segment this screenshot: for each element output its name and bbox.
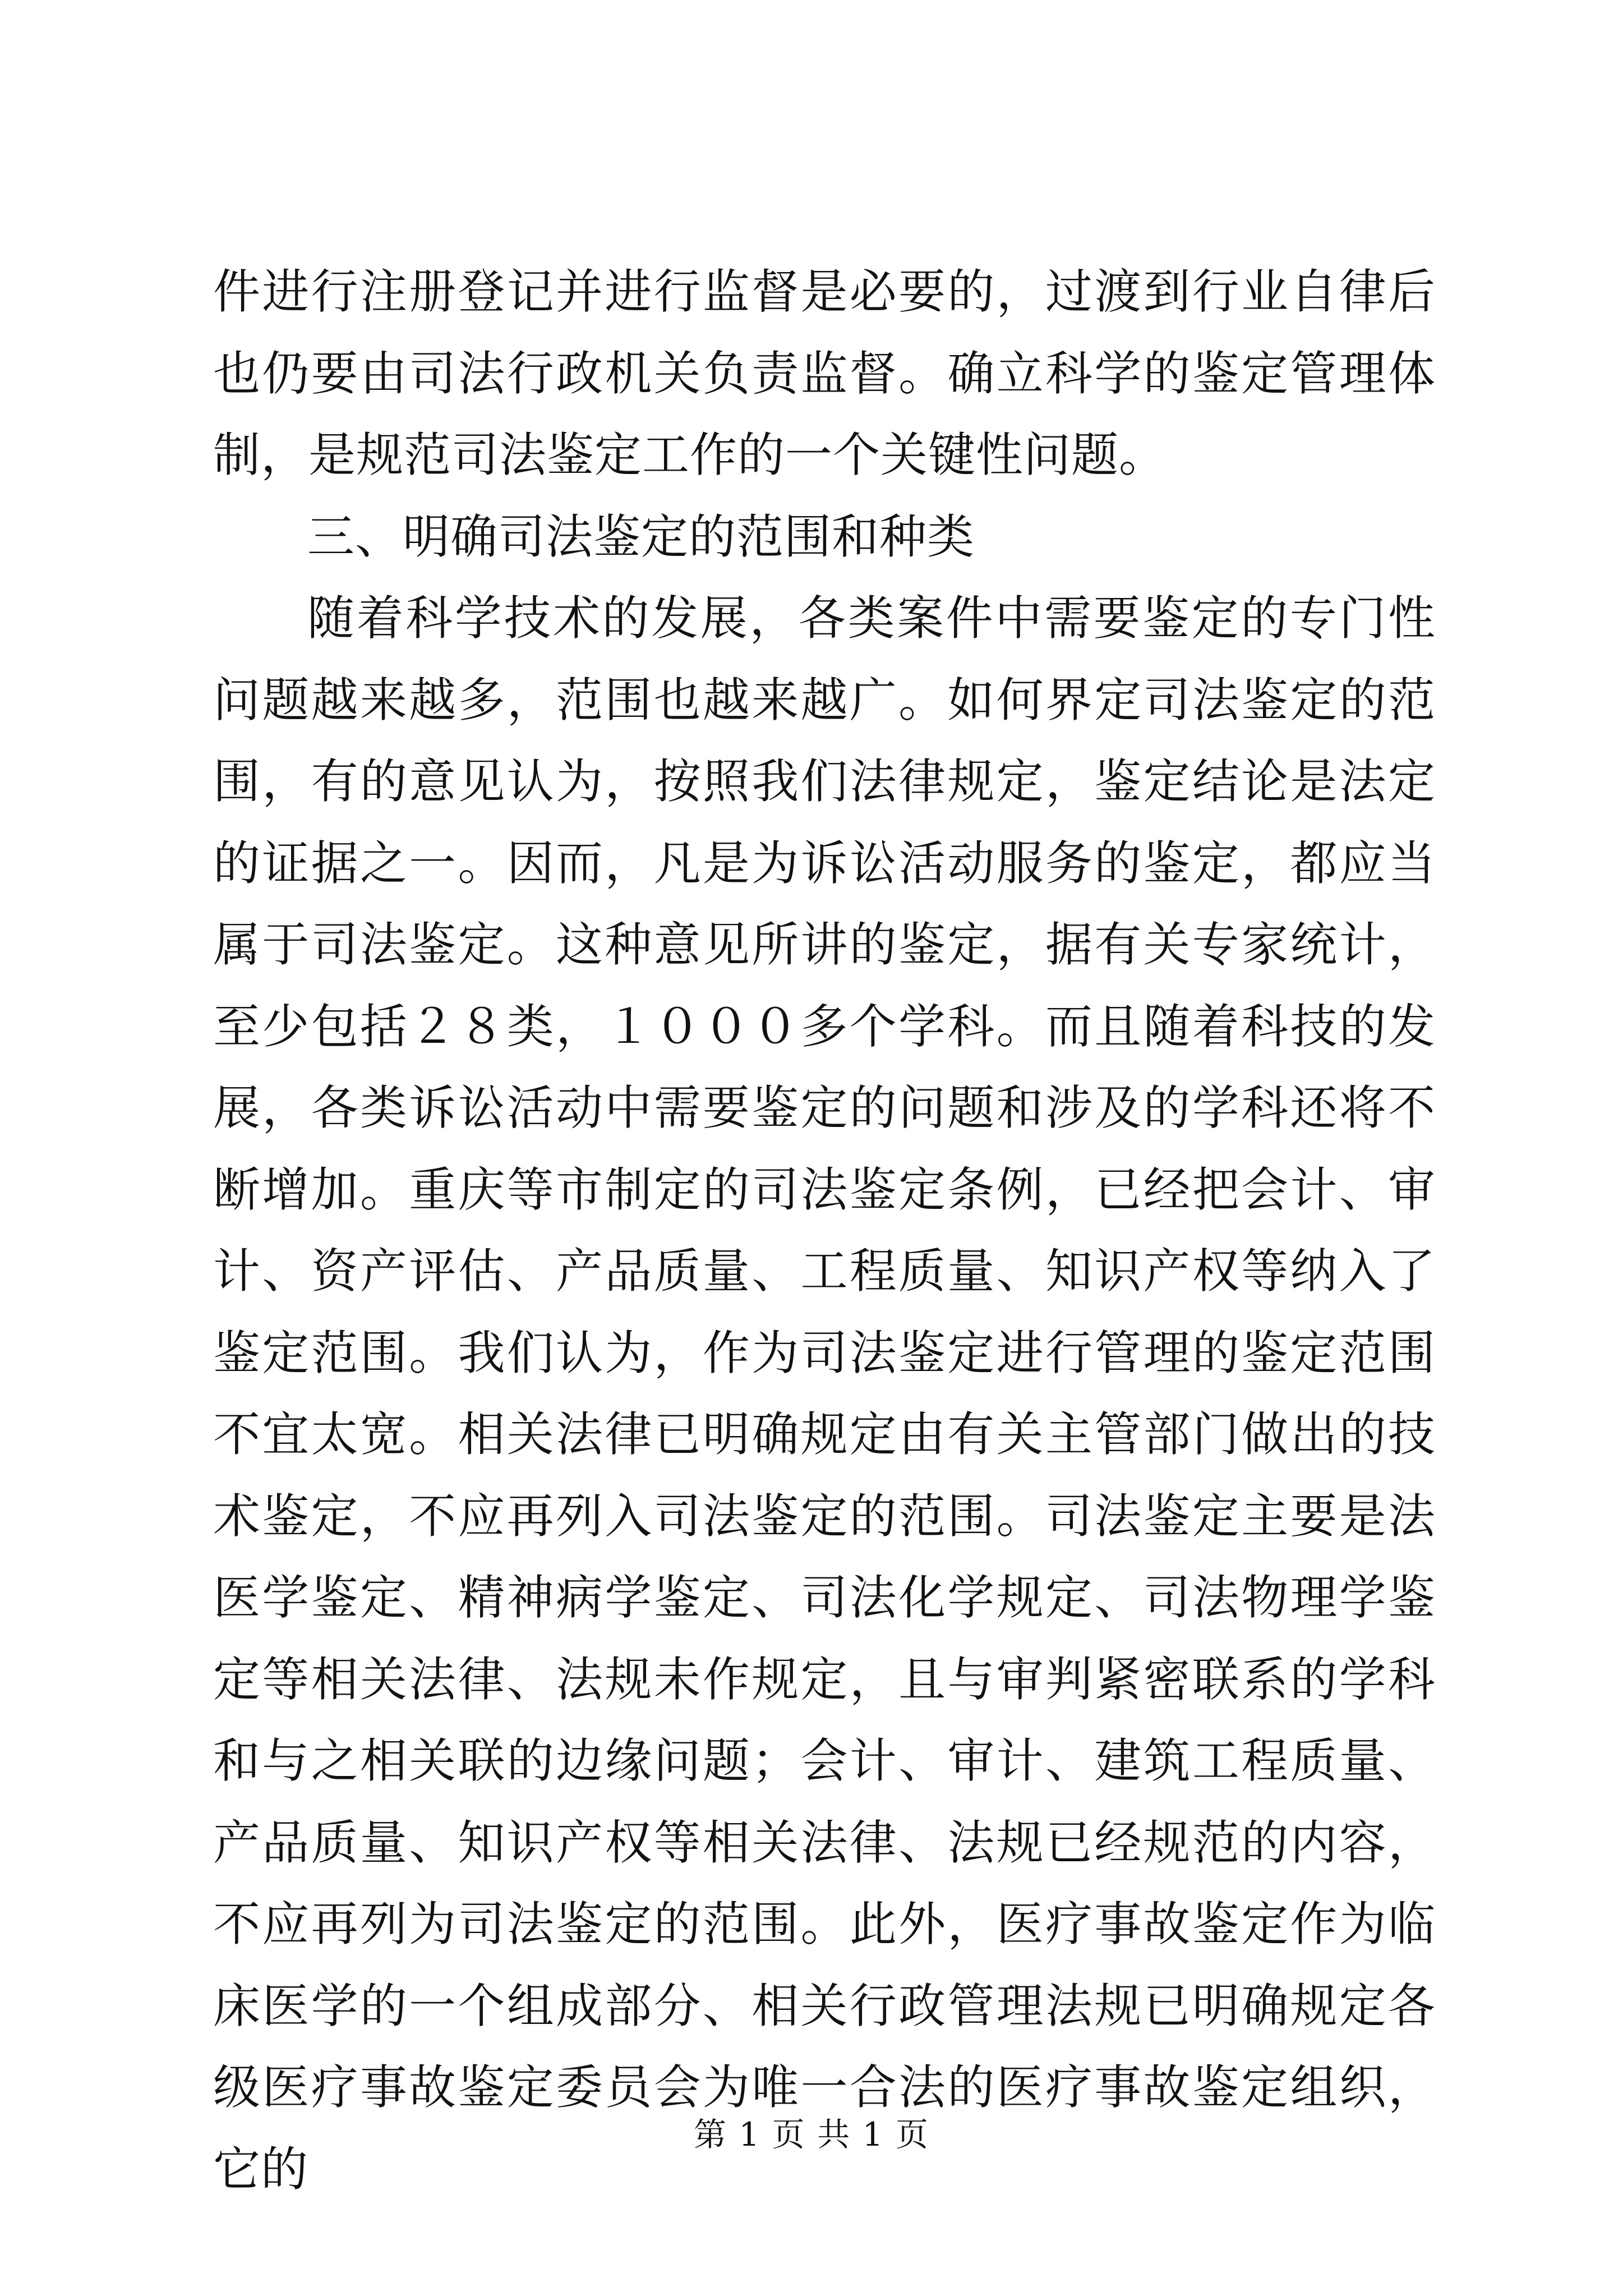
paragraph-continuation: 件进行注册登记并进行监督是必要的，过渡到行业自律后也仍要由司法行政机关负责监督。确立科学的鉴定管理体制，是规范司法鉴定工作的一个关键性问题。 — [213, 264, 1436, 482]
section-heading: 三、明确司法鉴定的范围和种类 — [307, 509, 975, 564]
page-footer: 第 1 页 共 1 页 — [694, 2115, 929, 2154]
paragraph-main: 随着科学技术的发展，各类案件中需要鉴定的专门性问题越来越多，范围也越来越广。如何界定司法鉴定的范围，有的意见认为，按照我们法律规定，鉴定结论是法定的证据之一。因而，凡是为诉讼活动服务的鉴定，都应当属于司法鉴定。这种意见所讲的鉴定，据有关专家统计，至少包括２８类，１０００多个学科。而且随着科技的发展，各类诉讼活动中需要鉴定的问题和涉及的学科还将不断增加。重庆等市制定的司法鉴定条例，已经把会计、审计、资产评估、产品质量、工程质量、知识产权等纳入了鉴定范围。我们认为，作为司法鉴定进行管理的鉴定范围不宜太宽。相关法律已明确规定由有关主管部门做出的技术鉴定，不应再列入司法鉴定的范围。司法鉴定主要是法医学鉴定、精神病学鉴定、司法化学规定、司法物理学鉴定等相关法律、法规未作规定，且与审判紧密联系的学科和与之相关联的边缘问题；会计、审计、建筑工程质量、产品质量、知识产权等相关法律、法规已经规范的内容，不应再列为司法鉴定的范围。此外，医疗事故鉴定作为临床医学的一个组成部分、相关行政管理法规已明确规定各级医疗事故鉴定委员会为唯一合法的医疗事故鉴定组织，它的 — [213, 591, 1436, 2197]
document-body — [213, 251, 1436, 2210]
